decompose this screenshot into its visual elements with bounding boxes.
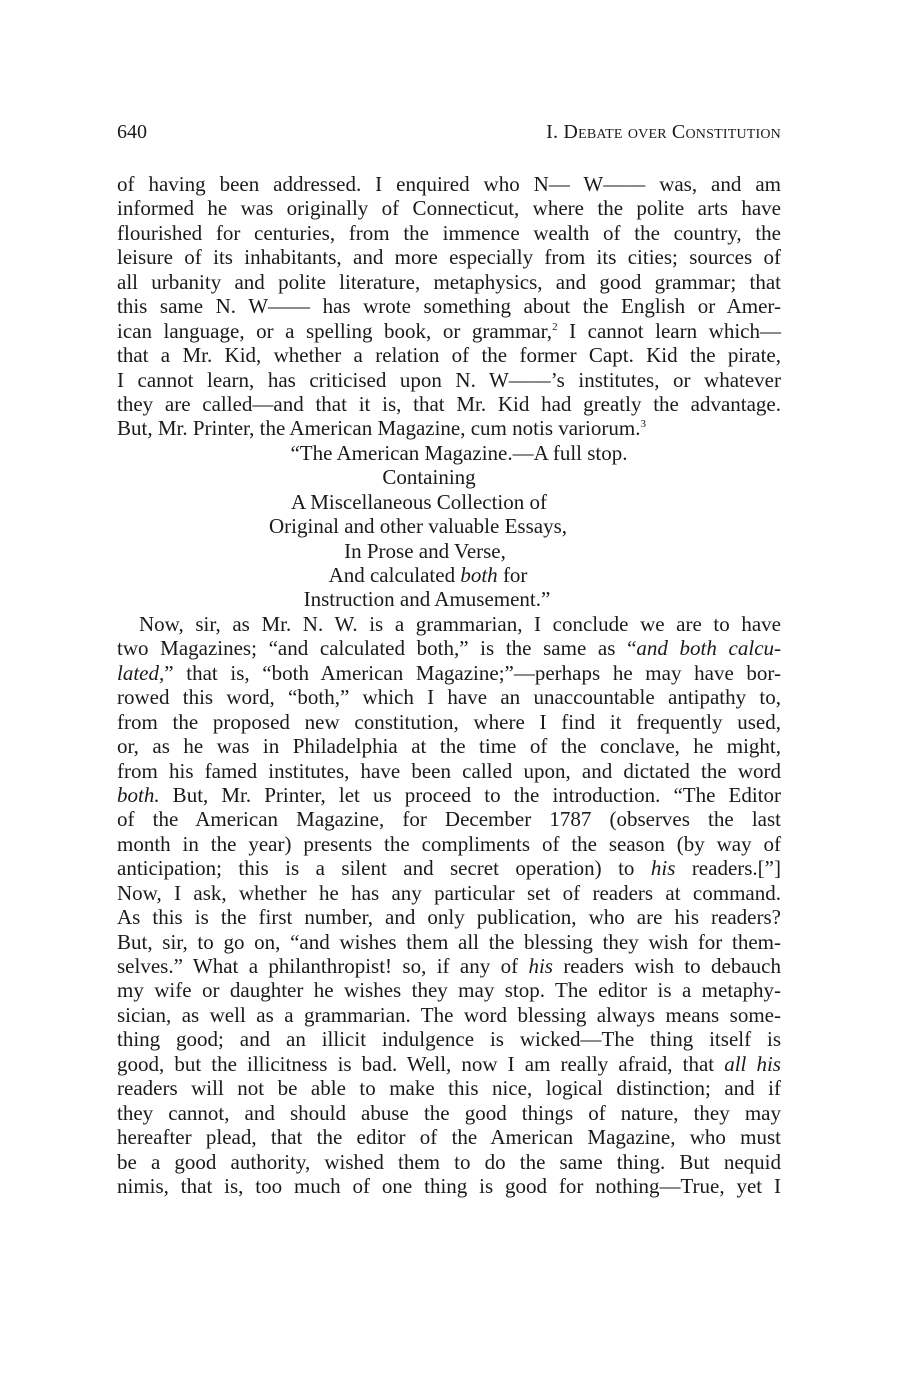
- text-line: lated,” that is, “both American Magazine;”—perhaps he may have bor-: [117, 660, 781, 685]
- quoted-title-line: Original and other valuable Essays,: [269, 514, 567, 539]
- text-line: from his famed institutes, have been called upon, and dictated the word: [117, 758, 781, 783]
- text-line: of the American Magazine, for December 1787 (observes the last: [117, 807, 781, 832]
- footnote-ref: 2: [552, 320, 558, 333]
- text-line: selves.” What a philanthropist! so, if any of his readers wish to debauch: [117, 954, 781, 978]
- text-line: As this is the first number, and only publication, who are his readers?: [117, 905, 781, 930]
- text-line: sician, as well as a grammarian. The word blessing always means some-: [117, 1002, 781, 1027]
- text-line: nimis, that is, too much of one thing is good for nothing—True, yet I: [117, 1173, 781, 1198]
- page-number: 640: [117, 121, 147, 143]
- text-line: good, but the illicitness is bad. Well, now I am really afraid, that all his: [117, 1051, 781, 1076]
- text-line: be a good authority, wished them to do the same thing. But nequid: [117, 1149, 781, 1174]
- running-title: I. Debate over Constitution: [546, 121, 781, 143]
- text-line: they cannot, and should abuse the good things of nature, they may: [117, 1100, 781, 1125]
- text-line: this same N. W—— has wrote something about the English or Amer-: [117, 294, 781, 319]
- text-line: or, as he was in Philadelphia at the time of the conclave, he might,: [117, 734, 781, 759]
- quoted-title-line: And calculated both for: [328, 563, 528, 587]
- text-line: informed he was originally of Connecticut, where the polite arts have: [117, 196, 781, 221]
- text-line: hereafter plead, that the editor of the American Magazine, who must: [117, 1125, 781, 1150]
- quoted-title-line: “The American Magazine.—A full stop.: [290, 440, 628, 465]
- text-line: rowed this word, “both,” which I have an unaccountable antipathy to,: [117, 685, 781, 710]
- text-line: from the proposed new constitution, where I find it frequently used,: [117, 709, 781, 734]
- footnote-ref: 3: [640, 418, 646, 431]
- quoted-title-line: Instruction and Amusement.”: [303, 587, 551, 612]
- quoted-title-line: Containing: [382, 465, 476, 490]
- text-line: both. But, Mr. Printer, let us proceed to the introduction. “The Editor: [117, 782, 781, 807]
- text-line: anticipation; this is a silent and secret operation) to his readers.[”]: [117, 856, 781, 881]
- text-line: readers will not be able to make this nice, logical distinction; and if: [117, 1076, 781, 1101]
- text-line: Now, I ask, whether he has any particular set of readers at command.: [117, 880, 781, 905]
- text-line: all urbanity and polite literature, metaphysics, and good grammar; that: [117, 269, 781, 294]
- quoted-title-line: In Prose and Verse,: [344, 538, 506, 563]
- text-line: But, Mr. Printer, the American Magazine, cum notis variorum.$^3$: [117, 416, 646, 441]
- text-line: two Magazines; “and calculated both,” is the same as “and both calcu-: [117, 636, 782, 661]
- body-text: [117, 172, 781, 1198]
- text-line: my wife or daughter he wishes they may stop. The editor is a metaphy-: [117, 978, 781, 1003]
- text-line: leisure of its inhabitants, and more especially from its cities; sources of: [117, 245, 781, 270]
- text-line: But, sir, to go on, “and wishes them all the blessing they wish for them-: [117, 929, 781, 954]
- text-line: thing good; and an illicit indulgence is wicked—The thing itself is: [117, 1027, 781, 1052]
- text-line: month in the year) presents the compliments of the season (by way of: [117, 831, 781, 856]
- text-line: ican language, or a spelling book, or grammar,$^2$ I cannot learn which—: [117, 318, 781, 343]
- text-line: they are called—and that it is, that Mr. Kid had greatly the advantage.: [117, 391, 781, 416]
- text-line: of having been addressed. I enquired who N— W—— was, and am: [117, 172, 781, 196]
- text-line: flourished for centuries, from the immence wealth of the country, the: [117, 220, 781, 245]
- quoted-title-line: A Miscellaneous Collection of: [290, 489, 548, 514]
- running-head: [117, 121, 781, 151]
- text-line: that a Mr. Kid, whether a relation of the former Capt. Kid the pirate,: [117, 343, 781, 368]
- text-line: Now, sir, as Mr. N. W. is a grammarian, I conclude we are to have: [139, 611, 781, 636]
- text-line: I cannot learn, has criticised upon N. W——’s institutes, or whatever: [117, 367, 781, 392]
